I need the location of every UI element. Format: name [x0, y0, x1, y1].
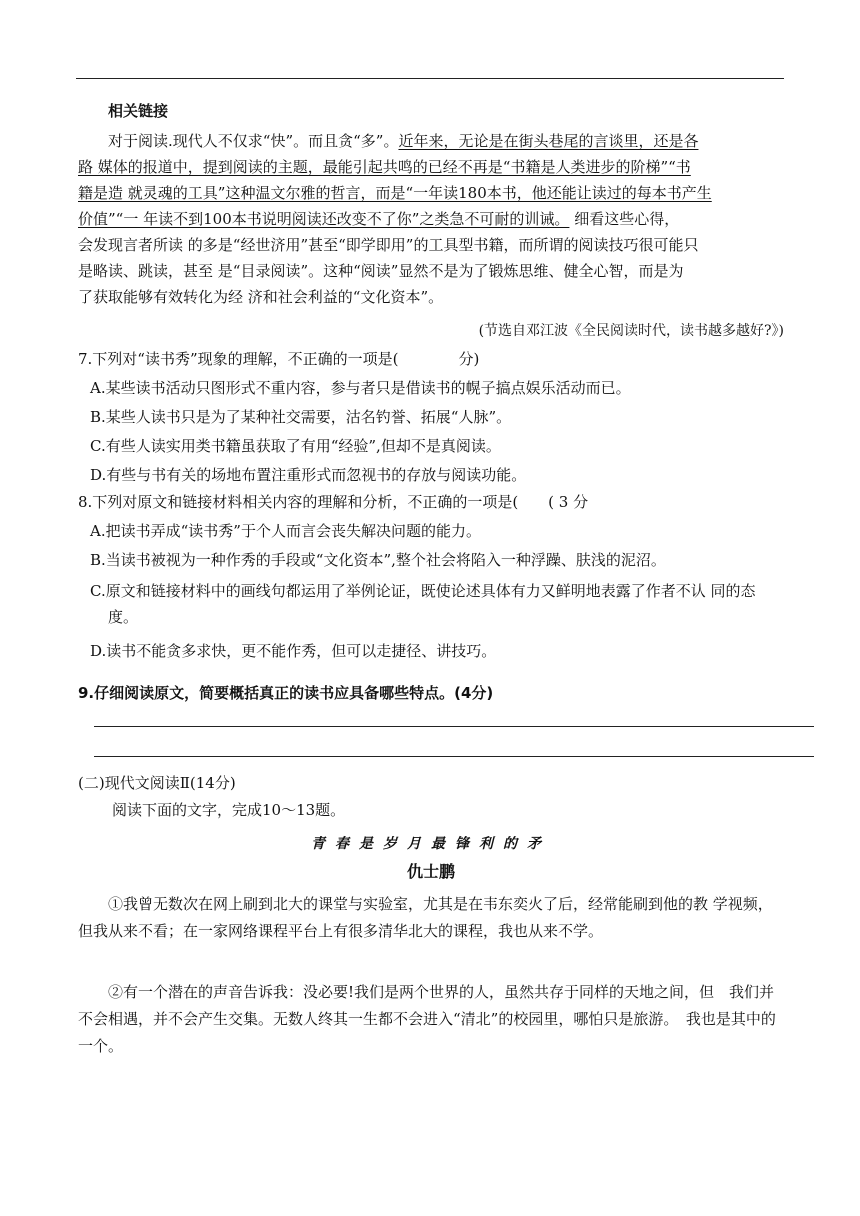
answer-line-2[interactable] [94, 756, 814, 757]
related-line-3: 籍是造 就灵魂的工具”这种温文尔雅的哲言，而是“一年读180本书，他还能让读过的每本书产生 [78, 184, 712, 202]
article-author: 仇士鹏 [406, 862, 455, 881]
related-text: 细看这些心得， [569, 210, 680, 228]
q8-option-d: D.读书不能贪多求快，更不能作秀，但可以走捷径、讲技巧。 [90, 642, 497, 660]
q7-stem: 7.下列对“读书秀”现象的理解，不正确的一项是( 分) [78, 350, 480, 368]
related-paragraph [78, 128, 784, 310]
q7-option-c: C.有些人读实用类书籍虽获取了有用“经验”,但却不是真阅读。 [90, 437, 501, 455]
underlined-sentence: 价值”“一 年读不到100本书说明阅读还改变不了你”之类急不可耐的训诫。 [78, 210, 570, 228]
related-line-4 [78, 206, 784, 232]
source-citation: (节选自邓江波《全民阅读时代，读书越多越好?》) [478, 323, 784, 339]
section2-instruction: 阅读下面的文字，完成10～13题。 [112, 801, 346, 819]
related-text: 对于阅读.现代人不仅求“快”。而且贪“多”。 [108, 132, 399, 150]
q7-option-b: B.某些人读书只是为了某种社交需要，沽名钓誉、拓展“人脉”。 [90, 408, 512, 426]
related-heading: 相关链接 [108, 102, 169, 120]
related-line-1 [78, 128, 784, 154]
underlined-sentence: 近年来，无论是在街头巷尾的言谈里，还是各 [398, 132, 699, 150]
q8-option-b: B.当读书被视为一种作秀的手段或“文化资本”,整个社会将陷入一种浮躁、肤浅的泥沼。 [90, 551, 666, 569]
related-line-2: 路 媒体的报道中，提到阅读的主题，最能引起共鸣的已经不再是“书籍是人类进步的阶梯”“书 [78, 158, 691, 176]
section2-heading: (二)现代文阅读Ⅱ(14分) [78, 774, 236, 792]
article-title: 青春是岁月最锋利的矛 [311, 836, 551, 852]
related-line-6: 是略读、跳读，甚至 是“目录阅读”。这种“阅读”显然不是为了锻炼思维、健全心智，而是为 [78, 262, 684, 280]
q8-option-c-text: C.原文和链接材料中的画线句都运用了举例论证，既使论述具体有力又鲜明地表露了作者不认 同的态度。 [90, 582, 756, 626]
q8-option-a: A.把读书弄成“读书秀”于个人而言会丧失解决问题的能力。 [90, 522, 481, 540]
answer-line-1[interactable] [94, 726, 814, 727]
q7-option-d: D.有些与书有关的场地布置注重形式而忽视书的存放与阅读功能。 [90, 466, 527, 484]
related-line-5: 会发现言者所读 的多是“经世济用”甚至“即学即用”的工具型书籍，而所谓的阅读技巧很可能只 [78, 236, 699, 254]
q7-option-a: A.某些读书活动只图形式不重内容，参与者只是借读书的幌子搞点娱乐活动而已。 [90, 379, 631, 397]
q9-stem: 9.仔细阅读原文，简要概括真正的读书应具备哪些特点。(4分) [78, 684, 494, 702]
q8-stem: 8.下列对原文和链接材料相关内容的理解和分析，不正确的一项是( ( 3 分 [78, 493, 589, 511]
q8-option-c [90, 578, 784, 630]
top-rule [76, 78, 784, 79]
article-paragraph-2: ②有一个潜在的声音告诉我：没必要!我们是两个世界的人，虽然共存于同样的天地之间，但 我们并不会相遇，并不会产生交集。无数人终其一生都不会进入“清北”的校园里，哪怕只是旅游。 我也是其中的一个。 [78, 983, 776, 1055]
article-paragraph-1: ①我曾无数次在网上刷到北大的课堂与实验室，尤其是在韦东奕火了后，经常能刷到他的教 学视频，但我从来不看；在一家网络课程平台上有很多清华北大的课程，我也从来不学。 [78, 895, 773, 940]
related-line-7: 了获取能够有效转化为经 济和社会利益的“文化资本”。 [78, 288, 444, 306]
